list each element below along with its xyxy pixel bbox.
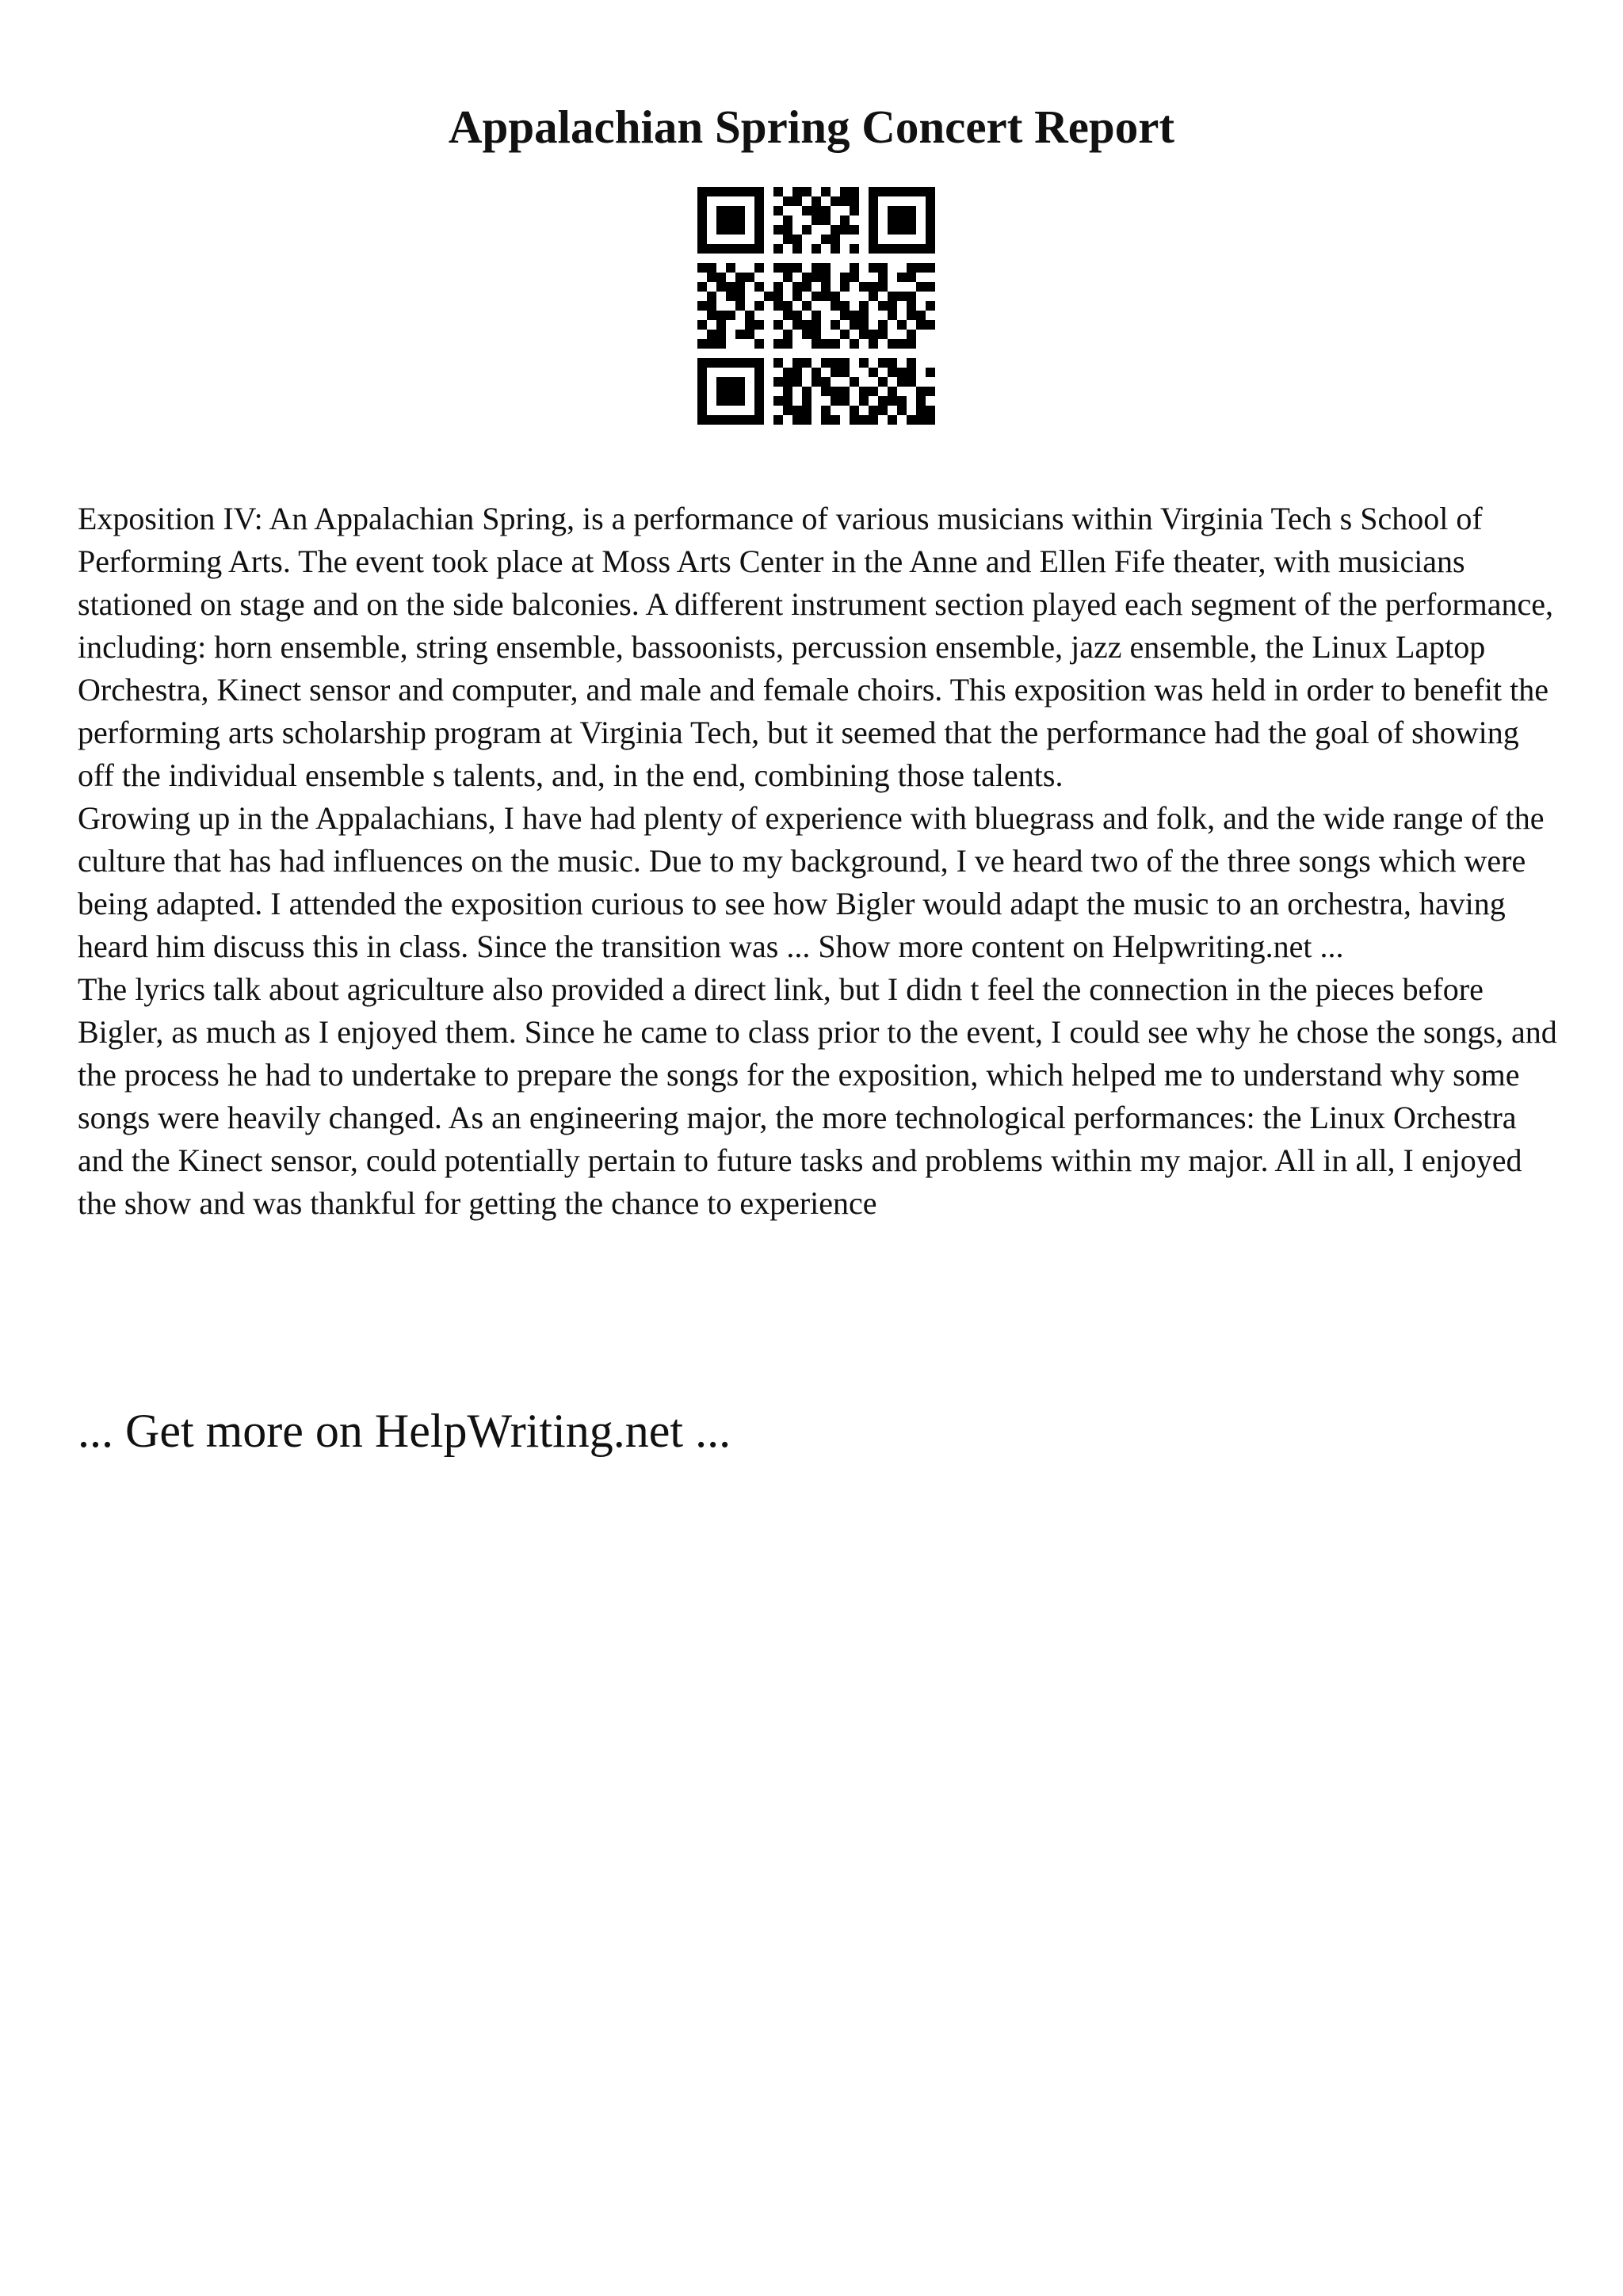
page-title: Appalachian Spring Concert Report: [448, 101, 1175, 153]
body-paragraph-1: Exposition IV: An Appalachian Spring, is a performance of various musicians within Virginia Tech s School of Performing Arts. The event took place at Moss Arts Center in the Anne and Ellen Fife theater, with musicians stationed on stage and on the side balconies. A different instrument section played each segment of the performance, including: horn ensemble, string ensemble, bassoonists, percussion ensemble, jazz ensemble, the Linux Laptop Orchestra, Kinect sensor and computer, and male and female choirs. This exposition was held in order to benefit the performing arts scholarship program at Virginia Tech, but it seemed that the performance had the goal of showing off the individual ensemble s talents, and, in the end, combining those talents.: [78, 501, 1554, 793]
body-paragraph-3: The lyrics talk about agriculture also provided a direct link, but I didn t feel the connection in the pieces before Bigler, as much as I enjoyed them. Since he came to class prior to the event, I could see why he chose the songs, and the process he had to undertake to prepare the songs for the exposition, which helped me to understand why some songs were heavily changed. As an engineering major, the more technological performances: the Linux Orchestra and the Kinect sensor, could potentially pertain to future tasks and problems within my major. All in all, I enjoyed the show and was thankful for getting the chance to experience: [78, 971, 1557, 1221]
qr-code-icon: [697, 187, 935, 425]
body-paragraph-2: Growing up in the Appalachians, I have had plenty of experience with bluegrass and folk, and the wide range of the culture that has had influences on the music. Due to my background, I ve heard two of the three songs which were being adapted. I attended the exposition curious to see how Bigler would adapt the music to an orchestra, having heard him discuss this in class. Since the transition was ... Show more content on Helpwriting.net ...: [78, 800, 1545, 964]
get-more-link[interactable]: ... Get more on HelpWriting.net ...: [78, 1405, 731, 1457]
document-body: [78, 498, 1561, 1225]
